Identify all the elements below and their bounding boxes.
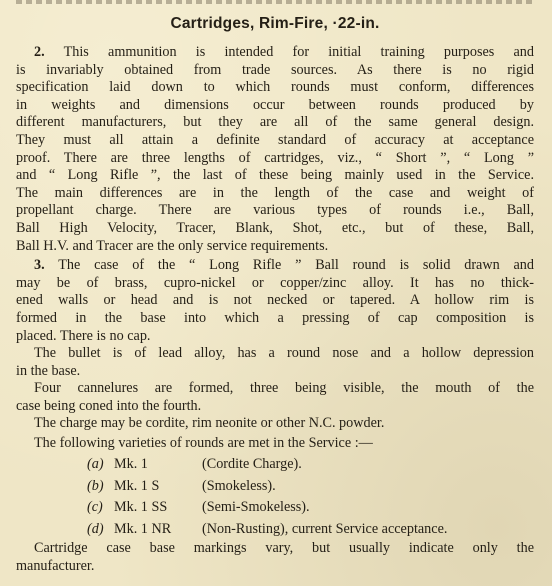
- list-item: [16, 476, 534, 498]
- text-line: different manufacturers, but they are all of the same general design.: [16, 114, 534, 131]
- item-description: (Smokeless).: [202, 477, 276, 494]
- text-line: and “ Long Rifle ”, the last of these being mainly used in the Service.: [16, 167, 534, 184]
- text-line: ened walls or head and is not necked or tapered. A hollow rim is: [16, 292, 534, 309]
- cannelures-paragraph: [16, 380, 534, 415]
- varieties-intro: The following varieties of rounds are met in the Service :—: [34, 435, 373, 452]
- text-line: formed in the base into which a pressing of cap composition is: [16, 309, 534, 326]
- paragraph-3: [16, 257, 534, 345]
- item-mark: Mk. 1 SS: [114, 499, 168, 516]
- text-line: propellant charge. There are various types of rounds i.e., Ball,: [16, 202, 534, 219]
- text-line: is invariably obtained from trade sources. As there is no rigid: [16, 61, 534, 78]
- item-letter: (a): [87, 456, 104, 473]
- text-line: 2. This ammunition is intended for initial training purposes and: [34, 44, 534, 60]
- text-line: Cartridge case base markings vary, but usually indicate only the: [34, 540, 534, 557]
- paragraph-2: [16, 44, 534, 255]
- base-markings-paragraph: [16, 540, 534, 575]
- item-mark: Mk. 1 NR: [114, 520, 172, 537]
- text-line: in the base.: [16, 362, 81, 379]
- text-line: The main differences are in the length of the case and weight of: [16, 184, 534, 201]
- section-title: Cartridges, Rim-Fire, ·22-in.: [170, 15, 380, 32]
- text-line: placed. There is no cap.: [16, 327, 151, 344]
- item-mark: Mk. 1: [114, 456, 148, 473]
- text-line: 3. The case of the “ Long Rifle ” Ball round is solid drawn and: [34, 257, 534, 274]
- item-description: (Non-Rusting), current Service acceptance.: [202, 520, 448, 537]
- text-line: specification laid down to which rounds must conform, differences: [16, 79, 534, 96]
- text-line: They must all attain a definite standard of accuracy at acceptance: [16, 131, 534, 148]
- item-letter: (c): [87, 499, 103, 516]
- document-page: [16, 0, 534, 586]
- text-line: case being coned into the fourth.: [16, 397, 202, 414]
- text-line: Ball H.V. and Tracer are the only service requirements.: [16, 237, 329, 254]
- document-body: [16, 44, 534, 576]
- bullet-paragraph: [16, 345, 534, 380]
- text-line: in weights and dimensions occur between rounds produced by: [16, 96, 534, 113]
- charge-paragraph: The charge may be cordite, rim neonite or other N.C. powder.: [34, 415, 385, 432]
- text-line: Ball High Velocity, Tracer, Blank, Shot, etc., but of these, Ball,: [16, 219, 534, 236]
- paragraph-number: 3.: [34, 257, 45, 274]
- text-line: may be of brass, cupro-nickel or copper/zinc alloy. It has no thick-: [16, 274, 534, 291]
- list-item: [16, 519, 534, 541]
- list-item: [16, 454, 534, 476]
- list-item: [16, 497, 534, 519]
- item-mark: Mk. 1 S: [114, 477, 160, 494]
- text-line: The bullet is of lead alloy, has a round nose and a hollow depression: [34, 345, 534, 362]
- cropped-text-edge: [16, 0, 534, 4]
- text-line: manufacturer.: [16, 558, 95, 575]
- paragraph-number: 2.: [34, 44, 45, 60]
- item-letter: (d): [87, 520, 104, 537]
- item-description: (Semi-Smokeless).: [202, 499, 310, 516]
- item-description: (Cordite Charge).: [202, 456, 302, 473]
- varieties-list: [16, 454, 534, 540]
- item-letter: (b): [87, 477, 104, 494]
- text-line: proof. There are three lengths of cartridges, viz., “ Short ”, “ Long ”: [16, 149, 534, 166]
- text-line: Four cannelures are formed, three being visible, the mouth of the: [34, 380, 534, 397]
